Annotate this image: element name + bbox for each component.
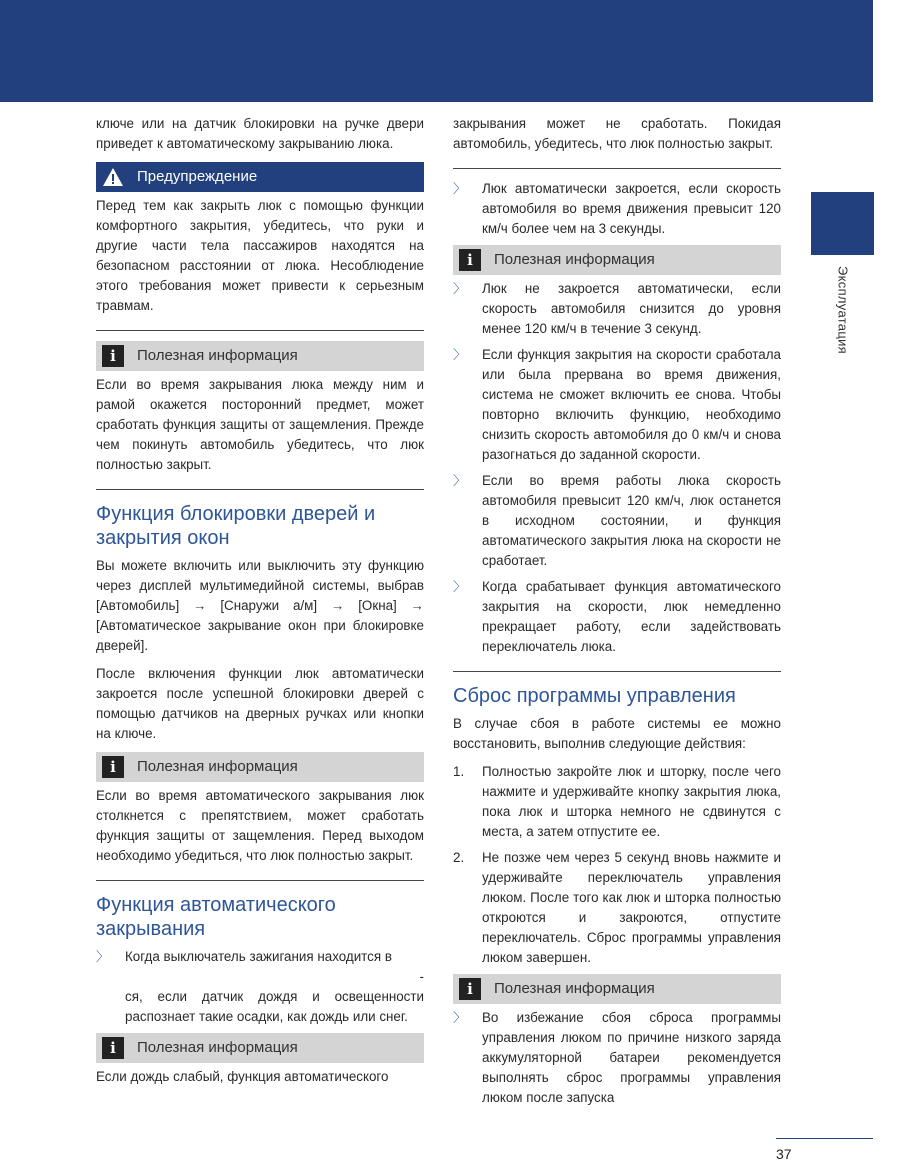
- item-number: 1.: [453, 764, 465, 779]
- divider: [453, 671, 781, 672]
- list-item-text: Во избежание сбоя сброса программы управления люком по причине низкого заряда аккумуляторной батареи рекомендуется выполнять сброс программы управления люком после запуска: [482, 1010, 781, 1105]
- paragraph: закрывания может не сработать. Покидая автомобиль, убедитесь, что люк полностью закрыт.: [453, 116, 781, 151]
- info-banner: [96, 752, 424, 782]
- info-banner: [453, 245, 781, 275]
- info-icon: i: [459, 249, 481, 271]
- page-number-rule: [776, 1138, 873, 1139]
- list-item-text: Когда выключатель зажигания находится в: [125, 949, 392, 964]
- banner-title: Полезная информация: [494, 251, 655, 268]
- list-item-text: Люк не закроется автоматически, если скорость автомобиля снизится до уровня менее 120 км/ч в течение 3 секунд.: [482, 281, 781, 336]
- section-heading: Функция блокировки дверей и закрытия окон: [96, 503, 376, 549]
- info-banner: [453, 974, 781, 1004]
- banner-title: Полезная информация: [137, 758, 298, 775]
- header-bar: [0, 0, 873, 102]
- list-item-text: Когда срабатывает функция автоматического закрытия на скорости, люк немедленно прекращает работу, если задействовать переключатель люка.: [482, 579, 781, 654]
- chevron-right-icon: 〉: [453, 347, 467, 362]
- info-banner: [96, 1033, 424, 1063]
- list-item: [453, 345, 781, 465]
- divider: [96, 880, 424, 881]
- chevron-right-icon: 〉: [453, 181, 467, 196]
- numbered-item: [453, 848, 781, 968]
- section-label: Эксплуатация: [835, 266, 851, 354]
- chevron-right-icon: 〉: [96, 949, 110, 964]
- chevron-right-icon: 〉: [453, 281, 467, 296]
- paragraph: Перед тем как закрыть люк с помощью функции комфортного закрытия, убедитесь, что руки и другие части тела пассажиров находятся на безопасном расстоянии от люка. Несоблюдение этого требования может привести к серьезным травмам.: [96, 198, 424, 313]
- section-heading: Сброс программы управления: [453, 685, 736, 707]
- divider: [453, 168, 781, 169]
- banner-title: Полезная информация: [137, 347, 298, 364]
- paragraph: Если дождь слабый, функция автоматического: [96, 1069, 389, 1084]
- list-item-text: Если во время работы люка скорость автомобиля превысит 120 км/ч, люк останется в исходном состоянии, и функция автоматического закрытия люка на скорости не сработает.: [482, 473, 781, 568]
- banner-title: Предупреждение: [137, 168, 258, 185]
- list-item: [453, 279, 781, 339]
- chevron-right-icon: 〉: [453, 579, 467, 594]
- banner-title: Полезная информация: [137, 1039, 298, 1056]
- chevron-right-icon: 〉: [453, 473, 467, 488]
- list-item-text: Люк автоматически закроется, если скорость автомобиля во время движения превысит 120 км/ч более чем на 3 секунды.: [482, 181, 781, 236]
- paragraph: После включения функции люк автоматически закроется после успешной блокировки дверей с помощью датчиков на дверных ручках или кнопки на ключе.: [96, 666, 424, 741]
- list-item: [453, 1008, 781, 1108]
- list-item-text: Полностью закройте люк и шторку, после чего нажмите и удерживайте кнопку закрытия люка, пока люк и шторка немного не сдвинутся с места, а затем отпустите ее.: [482, 764, 781, 839]
- paragraph: Если во время автоматического закрывания люк столкнется с препятствием, может сработать функция защиты от защемления. Перед выходом необходимо убедиться, что люк полностью закрыт.: [96, 788, 424, 863]
- right-column: [453, 114, 781, 1114]
- info-banner: [96, 341, 424, 371]
- list-item: [453, 471, 781, 571]
- paragraph: Вы можете включить или выключить эту функцию через дисплей мультимедийной системы, выбрав [Автомобиль] → [Снаружи а/м] → [Окна] → [Автоматическое закрывание окон при блокировке дверей].: [96, 558, 424, 653]
- info-icon: i: [459, 978, 481, 1000]
- banner-title: Полезная информация: [494, 980, 655, 997]
- numbered-item: [453, 762, 781, 842]
- item-number: 2.: [453, 850, 465, 865]
- divider: [96, 330, 424, 331]
- divider: [96, 489, 424, 490]
- list-item: [96, 947, 424, 1027]
- list-item-text: ся, если датчик дождя и освещенности распознает такие осадки, как дождь или снег.: [125, 989, 424, 1024]
- section-heading: Функция автоматического закрывания: [96, 894, 336, 940]
- page-number: 37: [776, 1146, 792, 1162]
- list-item-text: Если функция закрытия на скорости сработала или была прервана во время движения, система не сможет включить ее снова. Чтобы повторно включить функцию, необходимо снизить скорость автомобиля до 0 км/ч и снова разогнаться до заданной скорости.: [482, 347, 781, 462]
- info-icon: i: [102, 345, 124, 367]
- warning-banner: [96, 162, 424, 192]
- paragraph: Если во время закрывания люка между ним и рамой окажется посторонний предмет, может сработать функция защиты от защемления. Прежде чем покинуть автомобиль убедитесь, что люк полностью закрыт.: [96, 377, 424, 472]
- hyphen: -: [419, 969, 424, 984]
- section-tab: [811, 192, 874, 255]
- chevron-right-icon: 〉: [453, 1010, 467, 1025]
- list-item: [453, 179, 781, 239]
- list-item: [453, 577, 781, 657]
- warning-icon: [102, 166, 124, 188]
- list-item-text: Не позже чем через 5 секунд вновь нажмите и удерживайте переключатель управления люком. После того как люк и шторка полностью откроются и закроются, отпустите переключатель. Сброс программы управления люком завершен.: [482, 850, 781, 965]
- paragraph: ключе или на датчик блокировки на ручке двери приведет к автоматическому закрыванию люка.: [96, 116, 424, 151]
- info-icon: i: [102, 1037, 124, 1059]
- left-column: [96, 114, 424, 1095]
- paragraph: В случае сбоя в работе системы ее можно восстановить, выполнив следующие действия:: [453, 716, 781, 751]
- info-icon: i: [102, 756, 124, 778]
